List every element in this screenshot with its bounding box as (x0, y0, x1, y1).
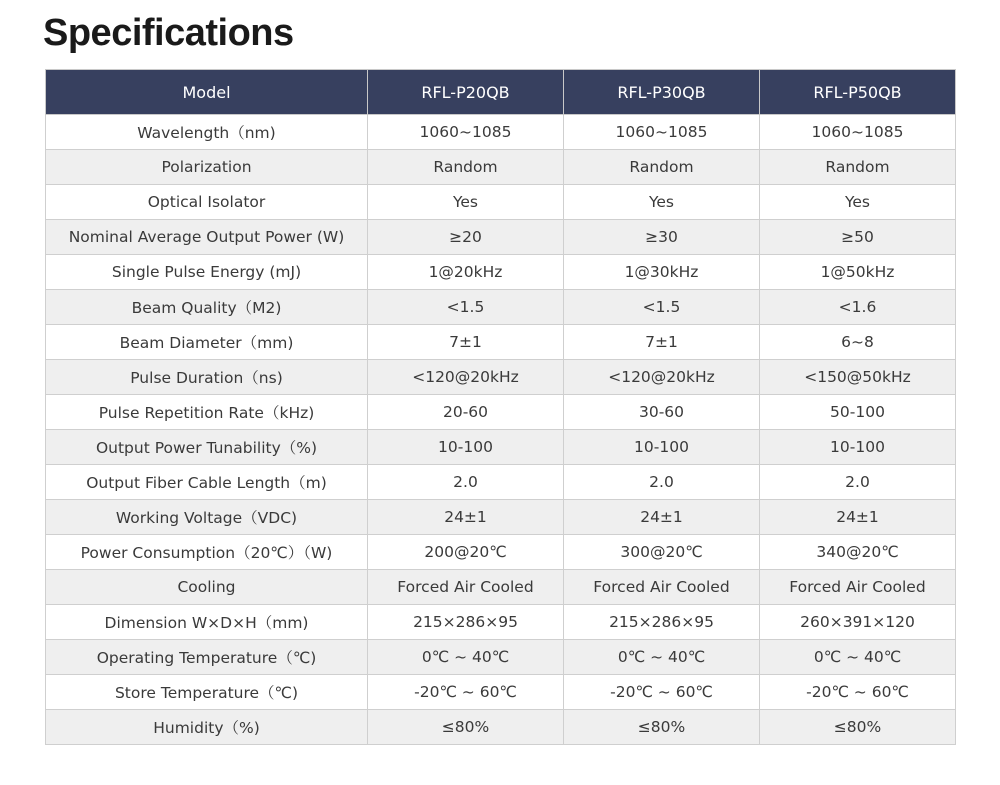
header-rfl-p30qb: RFL-P30QB (564, 70, 760, 115)
table-row (46, 430, 956, 465)
spec-value-cell: 7±1 (368, 325, 564, 360)
table-row (46, 500, 956, 535)
spec-value-cell: 1@20kHz (368, 255, 564, 290)
spec-value-cell: ≤80% (368, 710, 564, 745)
spec-value-cell: 1@50kHz (760, 255, 956, 290)
spec-value-cell: 30-60 (564, 395, 760, 430)
table-row (46, 290, 956, 325)
spec-value-cell: Random (564, 150, 760, 185)
spec-value-cell: <1.5 (368, 290, 564, 325)
specifications-table (45, 69, 956, 745)
table-row (46, 360, 956, 395)
spec-label-cell: Optical Isolator (46, 185, 368, 220)
page-title: Specifications (43, 12, 294, 54)
table-row (46, 710, 956, 745)
spec-label-cell: Store Temperature（℃) (46, 675, 368, 710)
spec-value-cell: Forced Air Cooled (368, 570, 564, 605)
spec-value-cell: 6~8 (760, 325, 956, 360)
spec-value-cell: <150@50kHz (760, 360, 956, 395)
table-row (46, 150, 956, 185)
table-body (46, 115, 956, 745)
spec-value-cell: ≥20 (368, 220, 564, 255)
table-header-row (46, 70, 956, 115)
table-row (46, 255, 956, 290)
spec-value-cell: 0℃ ~ 40℃ (760, 640, 956, 675)
spec-value-cell: 2.0 (368, 465, 564, 500)
header-rfl-p20qb: RFL-P20QB (368, 70, 564, 115)
spec-value-cell: Forced Air Cooled (760, 570, 956, 605)
spec-label-cell: Polarization (46, 150, 368, 185)
spec-value-cell: 10-100 (564, 430, 760, 465)
table-row (46, 220, 956, 255)
spec-value-cell: -20℃ ~ 60℃ (564, 675, 760, 710)
spec-value-cell: 24±1 (760, 500, 956, 535)
header-rfl-p50qb: RFL-P50QB (760, 70, 956, 115)
spec-value-cell: 215×286×95 (368, 605, 564, 640)
spec-label-cell: Working Voltage（VDC) (46, 500, 368, 535)
table-row (46, 675, 956, 710)
spec-label-cell: Beam Quality（M2) (46, 290, 368, 325)
table-row (46, 115, 956, 150)
spec-value-cell: 24±1 (564, 500, 760, 535)
spec-value-cell: ≤80% (564, 710, 760, 745)
spec-label-cell: Wavelength（nm) (46, 115, 368, 150)
spec-label-cell: Output Power Tunability（%) (46, 430, 368, 465)
spec-value-cell: 215×286×95 (564, 605, 760, 640)
spec-label-cell: Beam Diameter（mm) (46, 325, 368, 360)
table-row (46, 570, 956, 605)
table-row (46, 640, 956, 675)
spec-value-cell: 24±1 (368, 500, 564, 535)
spec-value-cell: 2.0 (564, 465, 760, 500)
spec-label-cell: Nominal Average Output Power (W) (46, 220, 368, 255)
spec-label-cell: Power Consumption（20℃）（W) (46, 535, 368, 570)
spec-value-cell: 10-100 (760, 430, 956, 465)
spec-value-cell: <120@20kHz (564, 360, 760, 395)
spec-value-cell: 200@20℃ (368, 535, 564, 570)
spec-value-cell: Yes (368, 185, 564, 220)
spec-value-cell: 2.0 (760, 465, 956, 500)
spec-value-cell: 50-100 (760, 395, 956, 430)
spec-value-cell: 0℃ ~ 40℃ (368, 640, 564, 675)
spec-value-cell: Yes (760, 185, 956, 220)
spec-label-cell: Pulse Duration（ns) (46, 360, 368, 395)
table-row (46, 535, 956, 570)
header-model: Model (46, 70, 368, 115)
spec-label-cell: Dimension W×D×H（mm) (46, 605, 368, 640)
spec-value-cell: <120@20kHz (368, 360, 564, 395)
spec-value-cell: Forced Air Cooled (564, 570, 760, 605)
spec-label-cell: Cooling (46, 570, 368, 605)
spec-value-cell: Random (368, 150, 564, 185)
spec-label-cell: Operating Temperature（℃) (46, 640, 368, 675)
spec-value-cell: 1@30kHz (564, 255, 760, 290)
spec-value-cell: ≥50 (760, 220, 956, 255)
spec-value-cell: 1060~1085 (760, 115, 956, 150)
spec-value-cell: ≥30 (564, 220, 760, 255)
spec-value-cell: 340@20℃ (760, 535, 956, 570)
table-row (46, 185, 956, 220)
spec-value-cell: 1060~1085 (564, 115, 760, 150)
spec-label-cell: Pulse Repetition Rate（kHz) (46, 395, 368, 430)
spec-value-cell: 20-60 (368, 395, 564, 430)
spec-value-cell: 300@20℃ (564, 535, 760, 570)
spec-label-cell: Humidity（%) (46, 710, 368, 745)
spec-label-cell: Output Fiber Cable Length（m) (46, 465, 368, 500)
spec-value-cell: 260×391×120 (760, 605, 956, 640)
spec-value-cell: Yes (564, 185, 760, 220)
spec-value-cell: 7±1 (564, 325, 760, 360)
spec-value-cell: -20℃ ~ 60℃ (760, 675, 956, 710)
spec-value-cell: -20℃ ~ 60℃ (368, 675, 564, 710)
spec-value-cell: ≤80% (760, 710, 956, 745)
spec-value-cell: 1060~1085 (368, 115, 564, 150)
spec-value-cell: 10-100 (368, 430, 564, 465)
table-row (46, 465, 956, 500)
spec-value-cell: Random (760, 150, 956, 185)
spec-value-cell: <1.6 (760, 290, 956, 325)
spec-label-cell: Single Pulse Energy (mJ) (46, 255, 368, 290)
table-row (46, 605, 956, 640)
spec-value-cell: 0℃ ~ 40℃ (564, 640, 760, 675)
spec-value-cell: <1.5 (564, 290, 760, 325)
table-row (46, 325, 956, 360)
table-row (46, 395, 956, 430)
